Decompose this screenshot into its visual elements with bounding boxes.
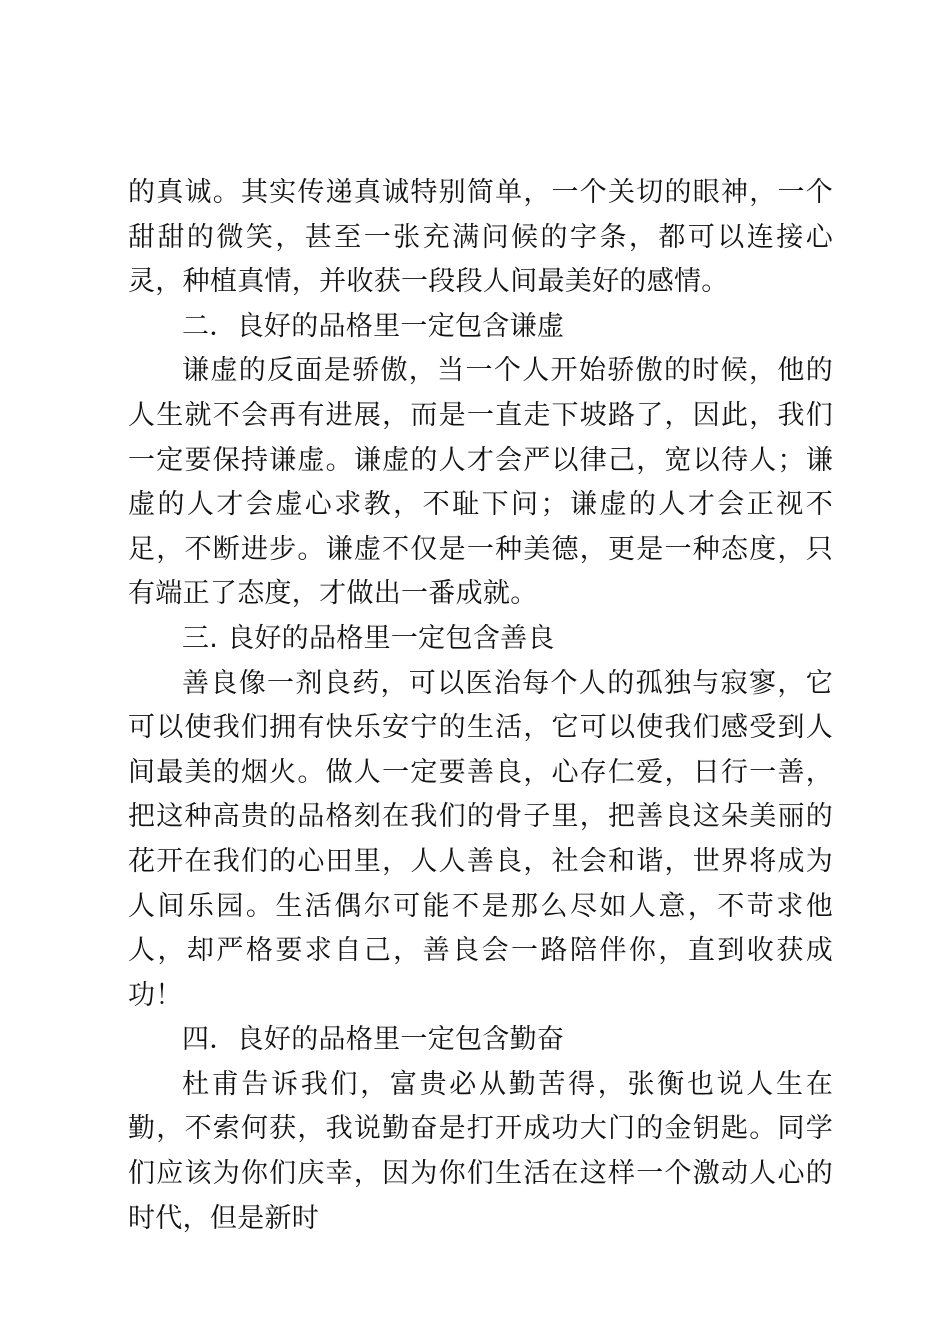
section-heading-diligence: 四．良好的品格里一定包含勤奋 — [182, 1024, 565, 1056]
section-heading-humility: 二．良好的品格里一定包含谦虚 — [182, 310, 565, 342]
paragraph-humility: 谦虚的反面是骄傲，当一个人开始骄傲的时候，他的人生就不会再有进展，而是一直走下坡路了，因此，我们一定要保持谦虚。谦虚的人才会严以律己，宽以待人；谦虚的人才会虚心求教，不耻下问；谦虚的人才会正视不足，不断进步。谦虚不仅是一种美德，更是一种态度，只有端正了态度，才做出一番成就。 — [128, 355, 833, 610]
paragraph-kindness: 善良像一剂良药，可以医治每个人的孤独与寂寥，它可以使我们拥有快乐安宁的生活，它可以使我们感受到人间最美的烟火。做人一定要善良，心存仁爱，日行一善，把这种高贵的品格刻在我们的骨子里，把善良这朵美丽的花开在我们的心田里，人人善良，社会和谐，世界将成为人间乐园。生活偶尔可能不是那么尽如人意，不苛求他人，却严格要求自己，善良会一路陪伴你，直到收获成功！ — [128, 667, 833, 1011]
paragraph-diligence: 杜甫告诉我们，富贵必从勤苦得，张衡也说人生在勤，不索何获，我说勤奋是打开成功大门的金钥匙。同学们应该为你们庆幸，因为你们生活在这样一个激动人心的时代，但是新时 — [128, 1068, 833, 1234]
paragraph-continuation: 的真诚。其实传递真诚特别简单，一个关切的眼神，一个甜甜的微笑，甚至一张充满问候的字条，都可以连接心灵，种植真情，并收获一段段人间最美好的感情。 — [128, 177, 833, 298]
section-heading-kindness: 三. 良好的品格里一定包含善良 — [182, 622, 555, 654]
document-body — [128, 171, 833, 1241]
